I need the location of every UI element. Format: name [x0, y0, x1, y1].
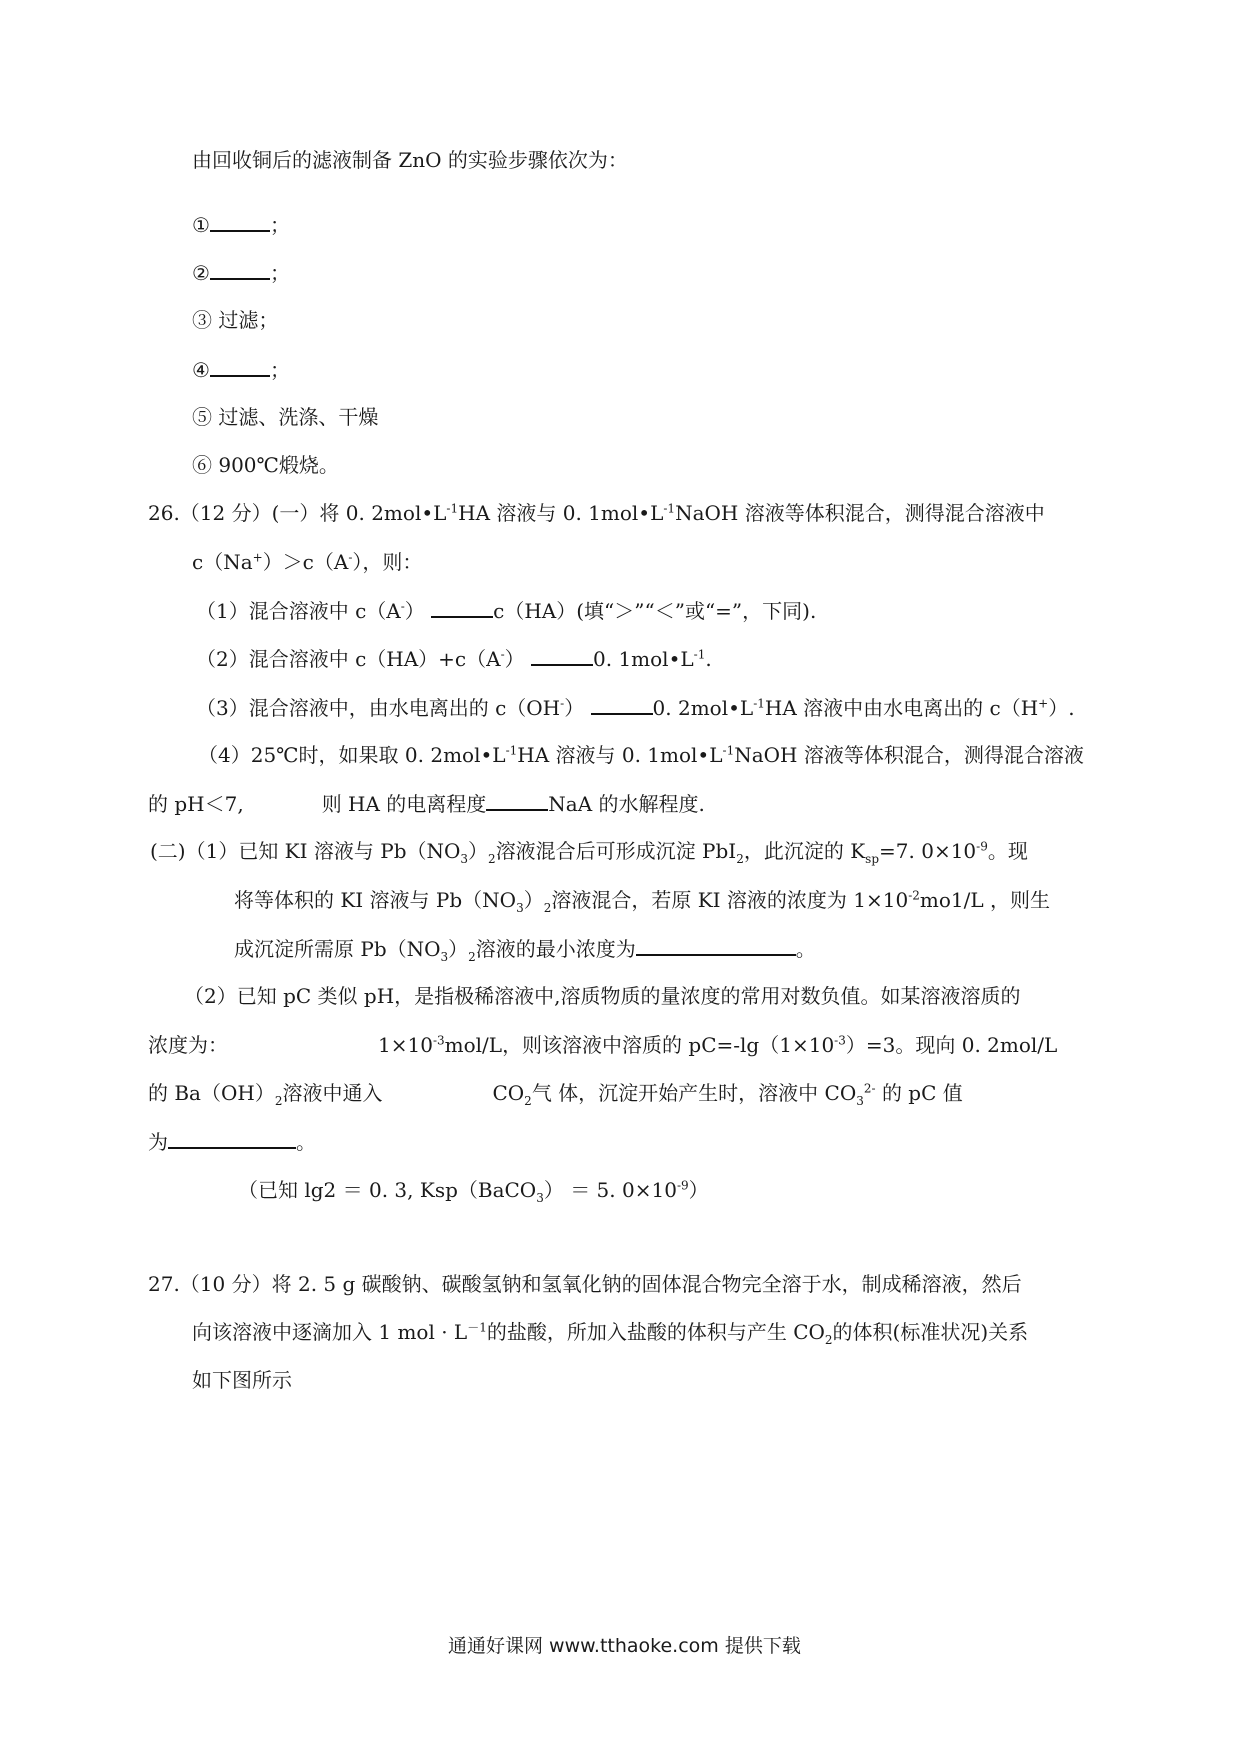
superscript: －1: [467, 1320, 487, 1335]
text: 则 HA 的电离程度: [321, 792, 487, 816]
step-4: [192, 355, 290, 384]
step-5: [192, 403, 378, 431]
superscript: -: [500, 647, 505, 662]
superscript: -1: [753, 696, 765, 711]
step-num: ①: [192, 213, 210, 237]
subscript: 2: [488, 852, 496, 866]
subscript: 2: [736, 852, 744, 866]
text: mol/L，则该溶液中溶质的 pC=-lg（1×10: [444, 1033, 835, 1057]
text: HA 溶液与 0. 1mol•L: [517, 743, 723, 767]
answer-blank[interactable]: [210, 258, 270, 280]
subscript: 3: [856, 1094, 864, 1108]
subscript: 3: [440, 950, 449, 964]
text: c（Na: [192, 550, 253, 574]
subscript: 3: [460, 852, 469, 866]
text: NaOH 溶液等体积混合，测得混合溶液: [734, 743, 1084, 767]
text: NaA 的水解程度.: [548, 792, 705, 816]
text: 气 体，沉淀开始产生时，溶液中 CO: [531, 1081, 857, 1105]
superscript: -: [560, 696, 565, 711]
q26-part-3: （3）混合溶液中，由水电离出的 c（OH-） 0. $2mol•L^{-1}HA$ 溶液中由水电离出的 c（H+）.: [196, 693, 1075, 722]
answer-blank[interactable]: [210, 355, 270, 377]
q27-line3: 如下图所示: [192, 1368, 292, 1392]
part2-q2-line1: （2）已知 pC 类似 pH，是指极稀溶液中,溶质物质的量浓度的常用对数负值。如某溶液溶质的: [184, 984, 1021, 1008]
step-num: ④: [192, 358, 210, 382]
step-text: 900℃煅烧。: [212, 453, 339, 477]
part2-q1-line1: (二)（1）已知 KI 溶液与 $Pb(NO_3)_2$溶液混合后可形成沉淀 PbI$_2$，此沉淀的 $K_{sp}=7$. $0\times 10^{-9}$。现: [150, 839, 1028, 866]
q26-heading: [148, 499, 1045, 527]
text: ），则：: [352, 550, 423, 574]
text: ，此沉淀的 K: [743, 839, 866, 863]
answer-blank[interactable]: [210, 210, 270, 232]
text: 溶液中通入: [282, 1081, 383, 1105]
superscript: 2-: [863, 1081, 876, 1096]
superscript: -3: [834, 1033, 846, 1048]
text: 。现: [987, 839, 1028, 863]
text: HA 溶液与 0. 1mol•L: [458, 501, 664, 525]
text: 的 pH＜7,: [148, 792, 244, 816]
subscript: 2: [274, 1094, 283, 1108]
step-num: ③: [192, 308, 212, 332]
superscript: -3: [432, 1033, 445, 1048]
step-text: 过滤、洗涤、干燥: [212, 405, 379, 429]
text: 0. 1mol•L: [593, 647, 694, 671]
answer-blank[interactable]: [431, 596, 493, 618]
part2-q2-line4: [148, 1127, 316, 1156]
q26-part-1: （1）混合溶液中 c（A-） c（HA）(填“＞”“＜”或“=”，下同).: [196, 596, 816, 625]
superscript: +: [1038, 696, 1049, 711]
answer-blank[interactable]: [486, 789, 548, 811]
step-num: ⑤: [192, 405, 212, 429]
text: .: [705, 647, 712, 671]
text: 的盐酸，所加入盐酸的体积与产生 CO: [486, 1320, 825, 1344]
text: （已知 lg2 ＝ 0. 3, Ksp（BaCO: [238, 1178, 537, 1202]
superscript: -2: [908, 888, 920, 903]
superscript: -1: [693, 647, 706, 662]
text: 将等体积的 KI 溶液与 Pb（NO: [234, 888, 517, 912]
subscript: 2: [824, 1333, 833, 1347]
q27-line1: 27.（10 分）将 2. 5 g 碳酸钠、碳酸氢钠和氢氧化钠的固体混合物完全溶于水，制成稀溶液，然后: [148, 1272, 1022, 1296]
text: ） ＝ 5. 0×10: [543, 1178, 677, 1202]
part2-q2-line2: [148, 1031, 1057, 1059]
text: mo1/L ，则生: [919, 888, 1051, 912]
part2-q1-line2: 将等体积的 KI 溶液与 $Pb(NO_3)_2$溶液混合，若原 KI 溶液的浓度为 $1\times 10^{-2}mo1/L$ ，则生: [234, 888, 1051, 915]
subscript: 2: [524, 1094, 532, 1108]
text: （4）25℃时，如果取 0. 2mol•L: [198, 743, 506, 767]
text: 26.（12 分）(一）将 0. 2mol•L: [148, 501, 447, 525]
answer-blank[interactable]: [531, 644, 593, 666]
text: 溶液混合，若原 KI 溶液的浓度为 1×10: [551, 888, 909, 912]
step-tail: ；: [269, 358, 290, 382]
superscript: -: [400, 599, 405, 614]
part2-q1-line3: 成沉淀所需原 $Pb(NO_3)_2$溶液的最小浓度为 。: [234, 934, 816, 963]
text: （3）混合溶液中，由水电离出的 c（OH: [196, 696, 561, 720]
answer-blank[interactable]: [636, 934, 796, 956]
intro-line: 由回收铜后的滤液制备 ZnO 的实验步骤依次为：: [192, 148, 628, 172]
text: 的 pC 值: [881, 1081, 963, 1105]
step-num: ②: [192, 261, 210, 285]
superscript: +: [252, 550, 263, 565]
step-3: [192, 306, 278, 334]
answer-blank[interactable]: [168, 1127, 296, 1149]
text: 0. 2mol•L: [652, 696, 754, 720]
step-tail: ；: [269, 261, 290, 285]
step-text: 过滤；: [212, 308, 279, 332]
superscript: -1: [663, 501, 676, 516]
superscript: -9: [976, 839, 988, 854]
subscript: 3: [516, 901, 524, 915]
text: 的体积(标准状况)关系: [832, 1320, 1029, 1344]
answer-blank[interactable]: [591, 693, 653, 715]
superscript: -: [348, 550, 353, 565]
step-num: ⑥: [192, 453, 212, 477]
text: 1×10: [378, 1033, 433, 1057]
step-1: [192, 210, 290, 239]
part2-known-data: [238, 1176, 709, 1204]
q26-part-4: [198, 741, 1084, 769]
step-2: [192, 258, 290, 287]
subscript: 2: [543, 901, 552, 915]
text: 溶液混合后可形成沉淀 PbI: [495, 839, 737, 863]
text: (二)（1）已知 KI 溶液与 Pb（NO: [150, 839, 461, 863]
text: （2）混合溶液中 c（HA）+c（A: [196, 647, 501, 671]
subscript: 2: [468, 950, 476, 964]
text: 为: [148, 1130, 168, 1154]
superscript: -9: [676, 1178, 689, 1193]
step-6: [192, 451, 339, 479]
q26-condition: [192, 548, 422, 576]
text: 。: [296, 1130, 316, 1154]
text: =7. 0×10: [879, 839, 977, 863]
text: 成沉淀所需原 Pb（NO: [234, 937, 441, 961]
subscript: 3: [536, 1191, 544, 1205]
text: 。: [795, 937, 816, 961]
page-footer: 通通好课网 www.tthaoke.com 提供下载: [448, 1635, 801, 1657]
step-tail: ；: [269, 213, 290, 237]
superscript: -1: [722, 743, 735, 758]
text: 浓度为：: [148, 1033, 228, 1057]
superscript: -1: [505, 743, 518, 758]
text: ）: [688, 1178, 709, 1202]
text: （1）混合溶液中 c（A: [196, 599, 401, 623]
subscript: sp: [865, 852, 880, 866]
text: 的 Ba（OH）: [148, 1081, 275, 1105]
text: ）＞c（A: [262, 550, 349, 574]
text: NaOH 溶液等体积混合，测得混合溶液中: [675, 501, 1045, 525]
text: c（HA）(填“＞”“＜”或“=”，下同).: [493, 599, 817, 623]
text: HA 溶液中由水电离出的 c（H: [764, 696, 1039, 720]
part2-q2-line3: [148, 1079, 963, 1107]
text: 向该溶液中逐滴加入 1 mol · L: [192, 1320, 468, 1344]
superscript: -1: [446, 501, 459, 516]
text: ）=3。现向 0. 2mol/L: [845, 1033, 1058, 1057]
q26-part-4-cont: [148, 789, 705, 818]
text: ）.: [1048, 696, 1075, 720]
q26-part-2: （2）混合溶液中 c（HA）+c（A-） 0. $1mol•L^{-1}$.: [196, 644, 712, 673]
q27-line2: [192, 1318, 1028, 1346]
text: 溶液的最小浓度为: [475, 937, 636, 961]
text: CO: [492, 1081, 525, 1105]
